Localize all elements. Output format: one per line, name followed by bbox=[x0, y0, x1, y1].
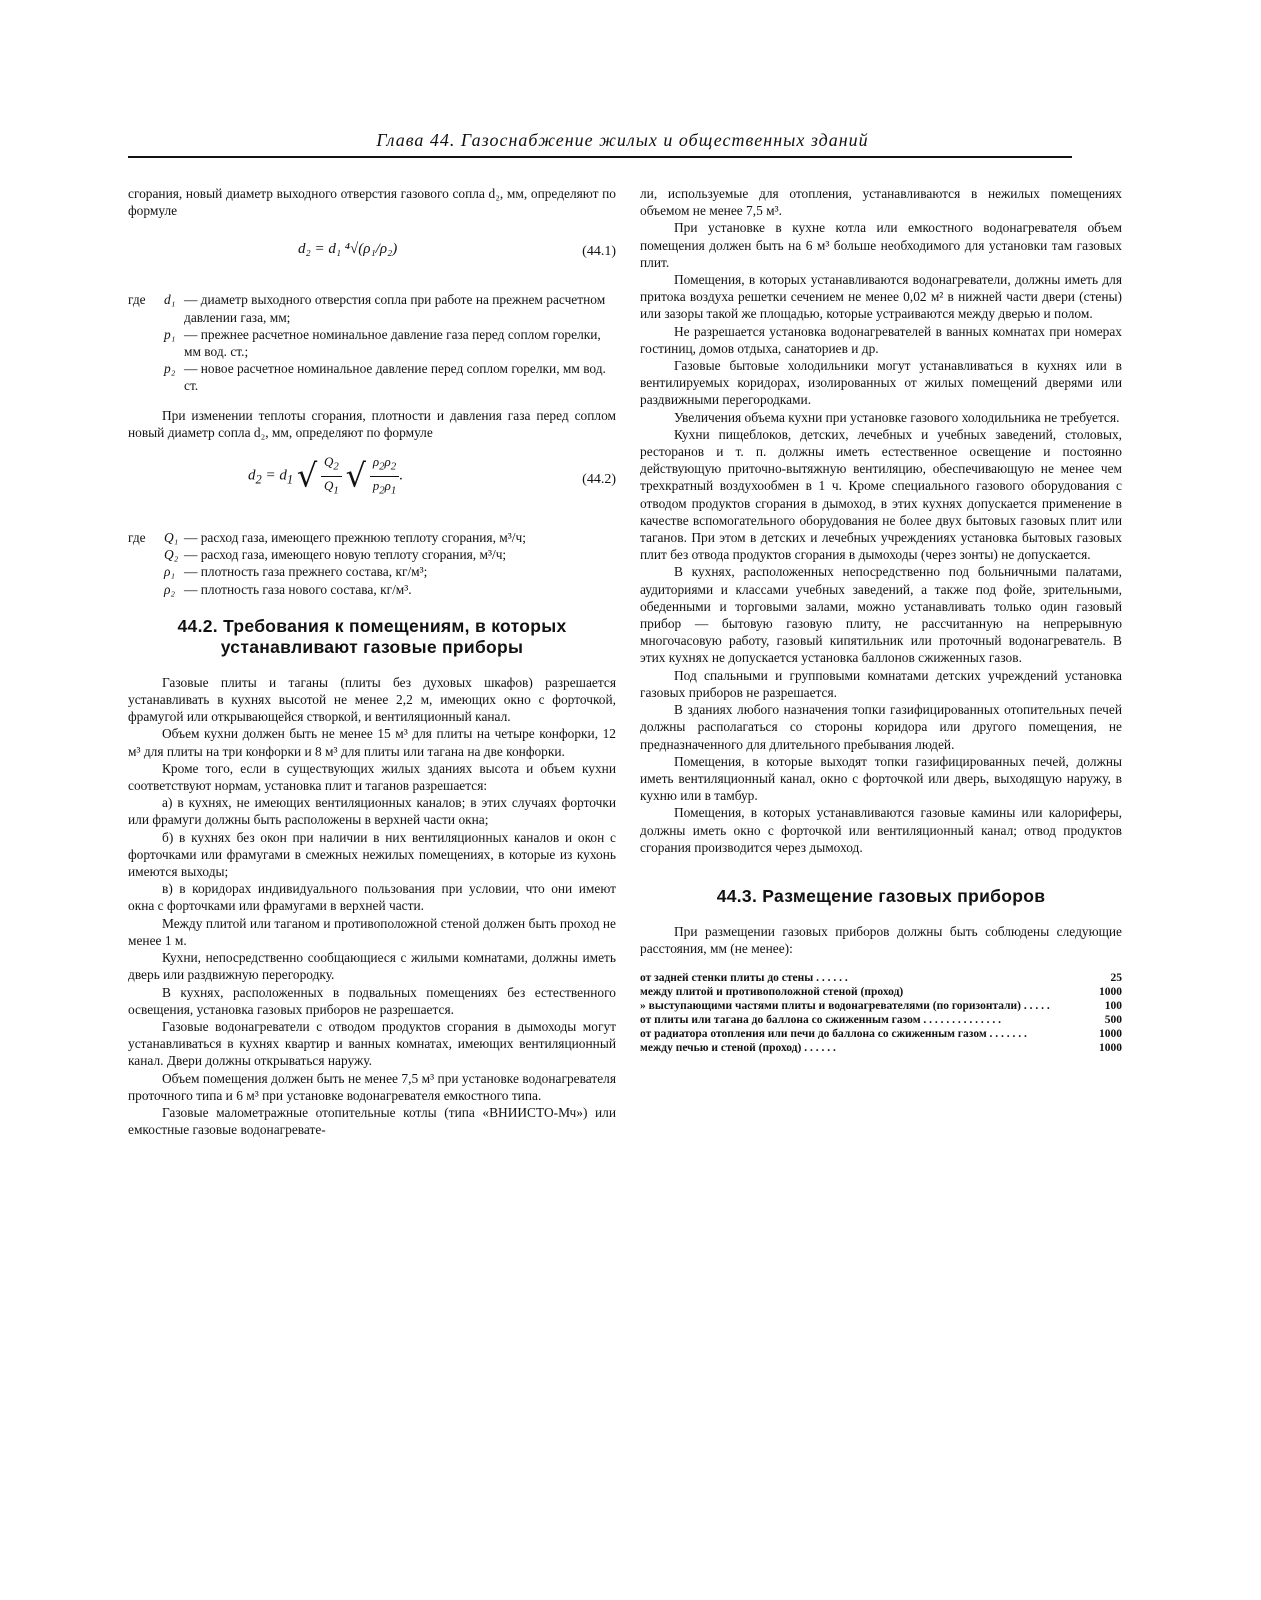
distance-value: 1000 bbox=[1099, 1042, 1122, 1055]
where-symbol: ρ₁ bbox=[164, 564, 176, 580]
paragraph: Газовые плиты и таганы (плиты без духовых шкафов) разрешается устанавливать в кухнях высотой не менее 2,2 м, имеющих окно с форточкой, фрамугой или открывающейся створкой, и вентиляционный канал. bbox=[128, 674, 616, 725]
distance-row bbox=[640, 1013, 1122, 1027]
paragraph: Помещения, в которые выходят топки газифицированных печей, должны иметь вентиляционный канал, окно с форточкой или дверь, выходящую наружу, в кухню или в тамбур. bbox=[640, 753, 1122, 804]
paragraph: ли, используемые для отопления, устанавливаются в нежилых помещениях объемом не менее 7,5 м³. bbox=[640, 186, 1122, 219]
where-row bbox=[128, 546, 616, 563]
distance-row bbox=[640, 985, 1122, 999]
where-symbol: p₁ bbox=[164, 326, 176, 342]
where-definition: — расход газа, имеющего прежнюю теплоту сгорания, м³/ч; bbox=[184, 530, 526, 546]
where-lead bbox=[128, 563, 164, 580]
paragraph: Под спальными и групповыми комнатами детских учреждений установка газовых приборов не разрешается. bbox=[640, 667, 1122, 700]
where-row bbox=[128, 529, 616, 546]
formula-expression: d₂ = d₁ ⁴√(ρ₁/ρ₂) bbox=[298, 241, 398, 258]
where-symbol: ρ₂ bbox=[164, 581, 176, 597]
where-symbol: d₁ bbox=[164, 292, 176, 308]
paragraph: в) в коридорах индивидуального пользования при условии, что они имеют окна с форточками или фрамугами в верхней части. bbox=[128, 881, 616, 914]
where-definition: — диаметр выходного отверстия сопла при работе на прежнем расчетном давлении газа, мм; bbox=[184, 292, 606, 325]
distance-label: от плиты или тагана до баллона со сжиженным газом . . . . . . . . . . . . . . bbox=[640, 1014, 1002, 1027]
distance-label: между плитой и противоположной стеной (проход) bbox=[640, 986, 904, 999]
paragraph: Кухни пищеблоков, детских, лечебных и учебных заведений, столовых, ресторанов и т. п. должны иметь естественное освещение и постоянно действующую приточно-вытяжную вентиляцию, обеспечивающую не менее чем трехкратный воздухообмен в 1 ч. Кроме специального газового оборудования с отводом продуктов сгорания в дымоход, в этих кухнях допускается применение в качестве вспомогательного оборудования не более двух бытовых газовых плит или таганов. При этом в детских и лечебных учреждениях установка бытовых газовых плит без отвода продуктов сгорания в дымоходы (через зонты) не допускается. bbox=[640, 426, 1122, 563]
distance-label: между печью и стеной (проход) . . . . . . bbox=[640, 1042, 836, 1055]
paragraph: Кроме того, если в существующих жилых зданиях высота и объем кухни соответствуют нормам, установка плит и таганов разрешается: bbox=[128, 760, 616, 794]
distance-label: от задней стенки плиты до стены . . . . . . bbox=[640, 972, 848, 985]
formula-44-1 bbox=[128, 223, 616, 285]
where-definition: — новое расчетное номинальное давление перед соплом горелки, мм вод. ст. bbox=[184, 361, 606, 394]
where-row bbox=[128, 360, 616, 394]
where-symbol: p₂ bbox=[164, 361, 176, 377]
where-symbol: Q₁ bbox=[164, 530, 179, 546]
where-definition: — плотность газа нового состава, кг/м³. bbox=[184, 581, 412, 597]
header-rule bbox=[128, 156, 1072, 158]
where-symbol: Q₂ bbox=[164, 547, 179, 563]
paragraph: Газовые бытовые холодильники могут устанавливаться в кухнях или в вентилируемых коридорах, изолированных от жилых помещений дверями или раздвижными перегородками. bbox=[640, 358, 1122, 408]
paragraph: а) в кухнях, не имеющих вентиляционных каналов; в этих случаях форточки или фрамуги должны быть расположены в верхней части окна; bbox=[128, 795, 616, 828]
paragraph: Не разрешается установка водонагревателей в ванных комнатах при номерах гостиниц, домов отдыха, санаториев и др. bbox=[640, 323, 1122, 356]
distance-value: 1000 bbox=[1099, 1028, 1122, 1041]
where-row bbox=[128, 581, 616, 598]
where-row bbox=[128, 563, 616, 580]
paragraph: Газовые малометражные отопительные котлы (типа «ВНИИСТО-Мч») или емкостные газовые водонагревате- bbox=[128, 1104, 616, 1138]
paragraph: Увеличения объема кухни при установке газового холодильника не требуется. bbox=[674, 409, 1120, 425]
formula-expression-graphic: $d_2 = d_1$ √ $\frac{Q_2}{Q_1}$ √ $\frac{\rho_2\rho_2}{p_2\rho_1}$ . bbox=[248, 454, 404, 497]
distance-row bbox=[640, 971, 1122, 985]
where-definition: — расход газа, имеющего новую теплоту сгорания, м³/ч; bbox=[184, 547, 507, 563]
paragraph: В зданиях любого назначения топки газифицированных отопительных печей должны располагаться со стороны коридора или другого помещения, не предназначенного для длительного пребывания людей. bbox=[640, 702, 1122, 752]
where-list-1 bbox=[128, 291, 616, 394]
formula-number: (44.1) bbox=[582, 244, 616, 260]
distance-value: 500 bbox=[1104, 1014, 1122, 1027]
where-lead bbox=[128, 546, 164, 563]
paragraph: сгорания, новый диаметр выходного отверстия газового сопла d₂, мм, определяют по формуле bbox=[128, 186, 616, 219]
left-column bbox=[128, 185, 616, 1138]
paragraph: Объем помещения должен быть не менее 7,5 м³ при установке водонагревателя проточного типа и 6 м³ при установке водонагревателя емкостного типа. bbox=[128, 1070, 616, 1103]
section-heading-44-2: 44.2. Требования к помещениям, в которых устанавливают газовые приборы bbox=[177, 615, 567, 657]
paragraph: При установке в кухне котла или емкостного водонагревателя объем помещения должен быть на 6 м³ больше необходимого для установки там газовых плит. bbox=[640, 220, 1122, 270]
paragraph: б) в кухнях без окон при наличии в них вентиляционных каналов и окон с форточками или фрамугами в смежных нежилых помещениях, в которые из кухонь имеются выходы; bbox=[128, 829, 616, 880]
section-heading-44-3: 44.3. Размещение газовых приборов bbox=[716, 885, 1046, 906]
where-row bbox=[128, 326, 616, 360]
distance-row bbox=[640, 1041, 1122, 1055]
paragraph: Объем кухни должен быть не менее 15 м³ для плиты на четыре конфорки, 12 м³ для плиты на три конфорки и 8 м³ для плиты или тагана на две конфорки. bbox=[128, 726, 616, 759]
paragraph: Между плитой или таганом и противоположной стеной должен быть проход не менее 1 м. bbox=[128, 915, 616, 948]
distance-row bbox=[640, 1027, 1122, 1041]
paragraph: Кухни, непосредственно сообщающиеся с жилыми комнатами, должны иметь дверь или раздвижную перегородку. bbox=[128, 950, 616, 983]
distance-value: 25 bbox=[1110, 972, 1122, 985]
distance-row bbox=[640, 999, 1122, 1013]
where-row bbox=[128, 291, 616, 325]
paragraph: Помещения, в которых устанавливаются газовые камины или калориферы, должны иметь окно с форточкой или вентиляционный канал; отвод продуктов сгорания производится через дымоход. bbox=[640, 805, 1122, 855]
distances-list bbox=[640, 971, 1122, 1055]
paragraph: Помещения, в которых устанавливаются водонагреватели, должны иметь для притока воздуха решетки сечением не менее 0,02 м² в нижней части двери (стены) или зазоры такой же площадью, которые устраиваются между дверью и полом. bbox=[640, 272, 1122, 322]
right-column bbox=[640, 185, 1122, 1055]
where-lead: где bbox=[128, 292, 146, 308]
where-lead bbox=[128, 326, 164, 360]
distance-value: 100 bbox=[1104, 1000, 1122, 1013]
paragraph: В кухнях, расположенных непосредственно под больничными палатами, аудиториями и классами учебных заведений, а также под фойе, зрительными, обеденными и торговыми залами, можно устанавливать только один газовый прибор — бытовую газовую плиту, не рассчитанную на непрерывную многочасовую работу, газовый кипятильник или проточный водонагреватель. В этих кухнях не допускается установка баллонов сжиженных газов. bbox=[640, 564, 1122, 666]
paragraph: При размещении газовых приборов должны быть соблюдены следующие расстояния, мм (не менее): bbox=[640, 923, 1122, 957]
paragraph: В кухнях, расположенных в подвальных помещениях без естественного освещения, установка газовых приборов не разрешается. bbox=[128, 984, 616, 1017]
where-list-2 bbox=[128, 529, 616, 598]
right-paragraphs bbox=[640, 185, 1122, 856]
where-lead bbox=[128, 581, 164, 598]
distance-label: » выступающими частями плиты и водонагревателями (по горизонтали) . . . . . bbox=[640, 1000, 1050, 1013]
left-paragraphs bbox=[128, 674, 616, 1138]
where-definition: — прежнее расчетное номинальное давление газа перед соплом горелки, мм вод. ст.; bbox=[184, 326, 601, 360]
formula-44-2 bbox=[128, 445, 616, 523]
distance-value: 1000 bbox=[1099, 986, 1122, 999]
formula-number: (44.2) bbox=[582, 472, 616, 488]
where-lead bbox=[128, 360, 164, 394]
distance-label: от радиатора отопления или печи до баллона со сжиженным газом . . . . . . . bbox=[640, 1028, 1027, 1041]
paragraph: При изменении теплоты сгорания, плотности и давления газа перед соплом новый диаметр сопла d₂, мм, определяют по формуле bbox=[128, 407, 616, 440]
paragraph: Газовые водонагреватели с отводом продуктов сгорания в дымоходы могут устанавливаться в кухнях квартир и ванных комнатах, имеющих вентиляционный канал. Двери должны открываться наружу. bbox=[128, 1018, 616, 1069]
where-lead: где bbox=[128, 530, 146, 546]
running-header: Глава 44. Газоснабжение жилых и общественных зданий bbox=[376, 130, 869, 150]
where-definition: — плотность газа прежнего состава, кг/м³; bbox=[184, 564, 428, 580]
